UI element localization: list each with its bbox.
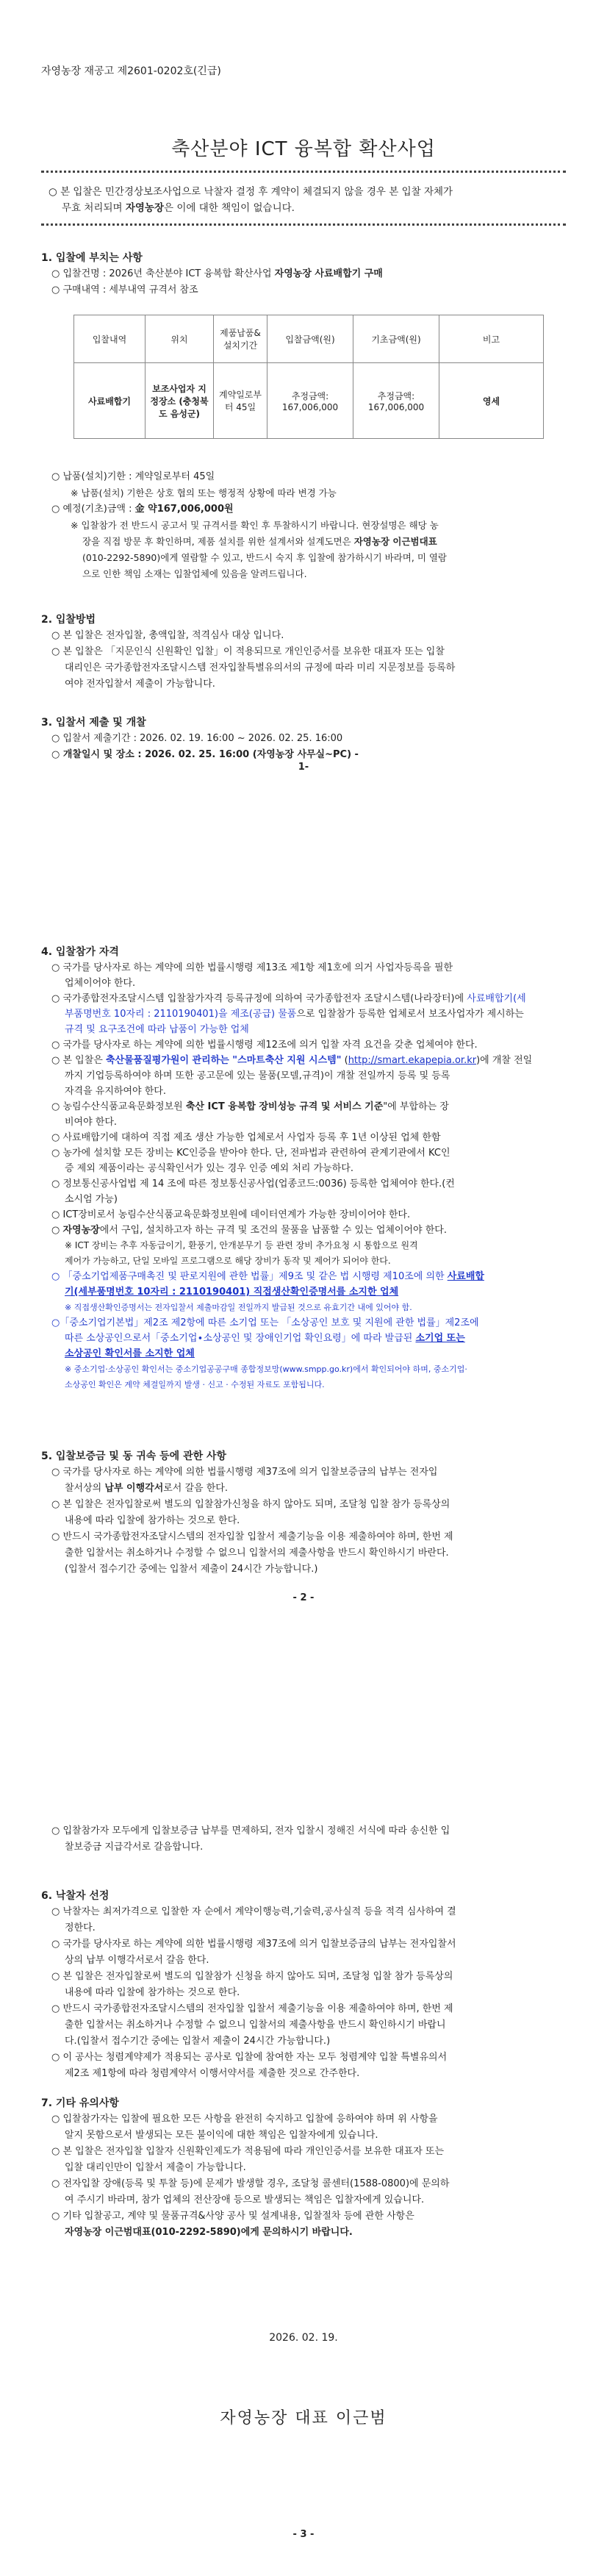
table-header-row (74, 315, 544, 363)
signature: 자영농장 대표 이근범 (220, 2409, 387, 2427)
text: 찰서상의 (65, 1483, 105, 1494)
text: ○ (51, 1225, 63, 1236)
text-line: 내용에 따라 입찰에 참가하는 것으로 한다. (65, 1987, 240, 1998)
table-cell: 보조사업자 지정장소 (충청북도 음성군) (146, 363, 214, 439)
text-line: 업체이어야 한다. (65, 978, 136, 989)
table-row (74, 363, 544, 439)
table-header: 입찰내역 (74, 315, 146, 363)
table-cell: 추정금액: 167,006,000 (353, 363, 439, 439)
text-line: ○「중소기업기본법」제2조 제2항에 따른 소기업 또는 「소상공인 보호 및 지원에 관한 법률」제2조에 (51, 1317, 479, 1328)
table-cell: 영세 (439, 363, 544, 439)
text-line (51, 991, 566, 1006)
section-7-heading: 7. 기타 유의사항 (41, 2097, 119, 2109)
divider-top (41, 171, 566, 173)
text-line: 자영농장 이근범대표(010-2292-5890)에게 문의하시기 바랍니다. (65, 2227, 353, 2238)
system-name: 축산물품질평가원이 관리하는 "스마트축산 지원 시스템" (105, 1055, 342, 1066)
text-line (51, 1269, 566, 1284)
text-line: 자격을 유지하여야 한다. (65, 1086, 166, 1097)
text-line (51, 1223, 566, 1238)
text-line: 증 제외 제품이라는 공식확인서가 있는 경우 인증 예외 처리 가능하다. (65, 1163, 353, 1174)
text-line: ○ 입찰서 제출기간 : 2026. 02. 19. 16:00 ~ 2026. 02. 25. 16:00 (51, 733, 343, 744)
text: ○ 국가종합전자조달시스템 입찰참가자격 등록규정에 의하여 국가종합전자 조달시스템(나라장터)에 (51, 993, 467, 1004)
section-6-heading: 6. 낙찰자 선정 (41, 1890, 109, 1902)
text-line: 제2조 제1항에 따라 청렴계약서 이행서약서를 제출한 것으로 간주한다. (65, 2068, 360, 2079)
section-6-body (51, 1904, 566, 2082)
section-4-body (51, 960, 566, 1392)
notice-text: 은 이에 대한 책임이 없습니다. (164, 202, 295, 214)
budget-label: ○ 예정(기초)금액 : (51, 504, 135, 515)
section-5-continued (51, 1823, 566, 1856)
text-line: 알지 못함으로서 발생되는 모든 불이익에 대한 책임은 입찰자에게 있습니다. (65, 2130, 378, 2141)
note-line: 으로 인한 책임 소재는 입찰업체에 있음을 알려드립니다. (82, 568, 307, 579)
text-line: ○ 사료배합기에 대하여 직접 제조 생산 가능한 업체로서 사업자 등록 후 1년 이상된 업체 한함 (51, 1132, 441, 1143)
text: )에 개찰 전일 (476, 1055, 533, 1066)
text: ○ 농림수산식품교육문화정보원 (51, 1101, 186, 1112)
text-line: ○ 기타 입찰공고, 계약 및 물품규격&사양 공사 및 설계내용, 입찰절차 등에 관한 사항은 (51, 2211, 414, 2222)
section-2-body (51, 628, 566, 693)
text: ○ 본 입찰은 (51, 1055, 106, 1066)
table-header: 비고 (439, 315, 544, 363)
section-7-body (51, 2111, 566, 2241)
text-line: ○ 국가를 당사자로 하는 계약에 의한 법률시행령 제13조 제1항 제1호에 의거 사업자등록을 필한 (51, 962, 453, 973)
table-header: 기초금액(원) (353, 315, 439, 363)
notice-line (49, 200, 563, 216)
text-line: 여야 전자입찰서 제출이 가능합니다. (65, 679, 215, 690)
text-line: 소시엄 가능) (65, 1194, 118, 1205)
text: 으로 입찰참가 등록한 업체로서 보조사업자가 제시하는 (296, 1009, 524, 1020)
text-line (51, 1481, 566, 1497)
table-cell: 사료배합기 (74, 363, 146, 439)
requirement: 사료배합 (447, 1271, 484, 1282)
page-number-3: - 3 - (292, 2529, 315, 2540)
text-line: 찰보증금 지급각서로 갈음합니다. (65, 1842, 204, 1853)
farm-name: 자영농장 (62, 1225, 100, 1236)
section-1-heading: 1. 입찰에 부치는 사항 (41, 252, 143, 264)
text-line: 내용에 따라 입찰에 참가하는 것으로 한다. (65, 1515, 240, 1526)
text-line: ○ 개찰일시 및 장소 : 2026. 02. 25. 16:00 (자영농장 사무실~PC) - (51, 749, 359, 760)
text-line: 대리인은 국가종합전자조달시스템 전자입찰특별유의서의 규정에 따라 미리 지문정보를 등록하 (65, 662, 456, 673)
doc-title: 축산분야 ICT 융복합 확산사업 (171, 138, 436, 160)
text-line: ※ 중소기업‧소상공인 확인서는 중소기업공공구매 종합정보망(www.smpp.go.kr)에서 확인되어야 하며, 중소기업‧ (65, 1364, 467, 1374)
page-number-1: 1- (298, 762, 309, 773)
system-link[interactable]: http://smart.ekapepia.or.kr (348, 1055, 477, 1066)
table-cell: 계약일로부터 45일 (214, 363, 267, 439)
text-line: ○ 국가를 당사자로 하는 계약에 의한 법률시행령 제37조에 의거 입찰보증금의 납부는 전자입 (51, 1467, 438, 1478)
notice-text: 무효 처리되며 (62, 202, 126, 214)
section-5-body (51, 1464, 566, 1578)
text-line: ○ 이 공사는 청렴계약제가 적용되는 공사로 입찰에 참여한 자는 모두 청렴계약 입찰 특별유의서 (51, 2052, 448, 2063)
text-line: ○ 반드시 국가종합전자조달시스템의 전자입찰 입찰서 제출기능을 이용 제출하여야 하며, 한번 제 (51, 2003, 453, 2014)
text: 로서 갈음 한다. (163, 1483, 228, 1494)
text: ○ 「중소기업제품구매촉진 및 판로지원에 관한 법률」제9조 및 같은 법 시행령 제10조에 의한 (51, 1271, 448, 1282)
text-line: (입찰서 접수기간 중에는 입찰서 제출이 24시간 가능합니다.) (65, 1564, 318, 1575)
text-line: ○ 반드시 국가종합전자조달시스템의 전자입찰 입찰서 제출기능을 이용 제출하여야 하며, 한번 제 (51, 1531, 453, 1542)
text-line: 까지 기업등록하여야 하며 또한 공고문에 있는 물품(모델,규격)이 개찰 전일까지 등록 및 등록 (65, 1070, 450, 1081)
text-line: ○ 본 입찰은 「지문인식 신원확인 입찰」이 적용되므로 개인인증서를 보유한 대표자 또는 입찰 (51, 646, 445, 657)
note-text: 장을 직접 방문 후 확인하며, 제품 설치를 위한 설계서와 설계도면은 (82, 536, 354, 547)
text-line (51, 1006, 566, 1022)
text-line (51, 1331, 566, 1346)
text-line: ○ 전자입찰 장애(등록 및 투찰 등)에 문제가 발생할 경우, 조달청 콜센터(1588-0800)에 문의하 (51, 2178, 450, 2189)
page-number-2: - 2 - (292, 1592, 315, 1603)
requirement: 소기업 또는 (415, 1333, 465, 1344)
text-line: ○ 본 입찰은 전자입찰로써 별도의 입찰참가신청을 하지 않아도 되며, 조달청 입찰 참가 등록상의 (51, 1499, 450, 1510)
text-line: ○ 정보통신공사업법 제 14 조에 따른 정보통신공사업(업종코드:0036) 등록한 업체여야 한다.(컨 (51, 1178, 455, 1189)
item-code: 부품명번호 10자리 : 2110190401)을 제조(공급) 물품 (65, 1009, 297, 1020)
bid-spec: ○ 구매내역 : 세부내역 규격서 참조 (51, 285, 198, 296)
note-line: ※ 입찰참가 전 반드시 공고서 및 규격서를 확인 후 투찰하시기 바랍니다. 현장설명은 해당 농 (71, 520, 439, 531)
text-line: 출한 입찰서는 취소하거나 수정할 수 없으니 입찰서의 제출사항을 반드시 확인하시기 바란다. (65, 1548, 449, 1559)
text-line: ○ 농가에 설치할 모든 장비는 KC인증을 받아야 한다. 단, 전파법과 관련하여 관계기관에서 KC인 (51, 1148, 450, 1159)
text-line: ○ 국가를 당사자로 하는 계약에 의한 법률시행령 제12조에 의거 입찰 자격 요건을 갖춘 업체여야 한다. (51, 1040, 478, 1051)
text-line: 출한 입찰서는 취소하거나 수정할 수 없으니 입찰서의 제출사항을 반드시 확인하시기 바랍니 (65, 2019, 446, 2031)
section-3-body (51, 731, 566, 763)
notice-line: ○ 본 입찰은 민간경상보조사업으로 낙찰자 결정 후 계약이 체결되지 않을 경우 본 입찰 자체가 (49, 186, 453, 198)
table-header: 위치 (146, 315, 214, 363)
text-line: 비여야 한다. (65, 1117, 118, 1128)
text-line: ○ 입찰참가자는 입찰에 필요한 모든 사항을 완전히 숙지하고 입찰에 응하여야 하며 위 사항을 (51, 2114, 438, 2125)
item-code: 사료배합기(세 (467, 993, 526, 1004)
text-line (51, 1053, 566, 1068)
text-line: ○ ICT장비로서 농림수산식품교육문화정보원에 데이터연계가 가능한 장비이어야 한다. (51, 1209, 411, 1220)
budget-value: 金 약167,006,000원 (134, 504, 234, 515)
section-2-heading: 2. 입찰방법 (41, 614, 96, 626)
text-line: ※ 직접생산확인증명서는 전자입찰서 제출마감일 전일까지 발급된 것으로 유효기간 내에 있어야 함. (65, 1303, 412, 1312)
budget (51, 501, 566, 518)
delivery-period: ○ 납품(설치)기한 : 계약일로부터 45일 (51, 471, 215, 482)
note-line: (010-2292-5890)에게 열람할 수 있고, 반드시 숙지 후 입찰에 참가하시기 바라며, 미 열람 (82, 552, 448, 563)
text-line: 소상공인 확인서를 소지한 업체 (65, 1348, 195, 1359)
text: 따른 소상공인으로서「중소기업∙소상공인 및 장애인기업 확인요령」에 따라 발급된 (65, 1333, 416, 1344)
text: 에서 구입, 설치하고자 하는 규격 및 조건의 물품을 납품할 수 있는 업체이어야 한다. (99, 1225, 447, 1236)
bid-name-value: 자영농장 사료배합기 구매 (274, 268, 383, 279)
divider-bottom (41, 223, 566, 226)
section-3-heading: 3. 입찰서 제출 및 개찰 (41, 717, 146, 729)
text-line: ○ 낙찰자는 최저가격으로 입찰한 자 순에서 계약이행능력,기술력,공사실적 등을 적격 심사하여 결 (51, 1906, 456, 1917)
text-line: ○ 본 입찰은 전자입찰 입찰자 신원확인제도가 적용됨에 따라 개인인증서를 보유한 대표자 또는 (51, 2146, 445, 2157)
text-line: ○ 본 입찰은 전자입찰, 총액입찰, 적격심사 대상 입니다. (51, 630, 284, 641)
standard-name: 축산 ICT 융복합 장비성능 규격 및 서비스 기준 (185, 1101, 384, 1112)
notice-farm-name: 자영농장 (125, 202, 165, 214)
keyword: 납부 이행각서 (104, 1483, 164, 1494)
text-line: 다.(입찰서 접수기간 중에는 입찰서 제출이 24시간 가능합니다.) (65, 2036, 331, 2047)
text-line: 입찰 대리인만이 입찰서 제출이 가능합니다. (65, 2162, 246, 2173)
text-line: 규격 및 요구조건에 따라 납품이 가능한 업체 (65, 1024, 249, 1035)
bid-name-label: ○ 입찰건명 : 2026년 축산분야 ICT 융복합 확산사업 (51, 268, 275, 279)
text-line: ○ 본 입찰은 전자입찰로써 별도의 입찰참가 신청을 하지 않아도 되며, 조달청 입찰 참가 등록상의 (51, 1971, 453, 1982)
text-line: 여 주시기 바라며, 참가 업체의 전산장애 등으로 발생되는 책임은 입찰자에게 있습니다. (65, 2194, 425, 2205)
text-line: 제어가 가능하고, 단일 모바일 프로그램으로 해당 장비가 동작 및 제어가 되어야 한다. (65, 1256, 391, 1266)
contact-name: 자영농장 이근범대표 (353, 536, 437, 547)
text: ( (341, 1055, 348, 1066)
text: "에 부합하는 장 (383, 1101, 449, 1112)
note-line (71, 534, 563, 550)
doc-number: 자영농장 재공고 제2601-0202호(긴급) (41, 65, 221, 77)
bid-name (51, 266, 566, 282)
delivery-note: ※ 납품(설치) 기한은 상호 협의 또는 행정적 상황에 따라 변경 가능 (71, 487, 337, 498)
issue-date: 2026. 02. 19. (269, 2332, 338, 2344)
text-line: ※ ICT 장비는 추후 자동급이기, 환풍기, 안개분무기 등 관련 장비 추가요청 시 통합으로 원격 (65, 1240, 418, 1251)
section-4-heading: 4. 입찰참가 자격 (41, 946, 119, 958)
text-line (51, 1099, 566, 1115)
table-header: 입찰금액(원) (267, 315, 353, 363)
section-5-heading: 5. 입찰보증금 및 동 귀속 등에 관한 사항 (41, 1450, 227, 1462)
text-line: 기(세부품명번호 10자리 : 2110190401) 직접생산확인증명서를 소지한 업체 (65, 1287, 399, 1298)
text-line: ○ 국가를 당사자로 하는 계약에 의한 법률시행령 제37조에 의거 입찰보증금의 납부는 전자입찰서 (51, 1939, 456, 1950)
table-header: 제품납품&설치기간 (214, 315, 267, 363)
text-line: ○ 입찰참가자 모두에게 입찰보증금 납부를 면제하되, 전자 입찰시 정해진 서식에 따라 송신한 입 (51, 1825, 450, 1836)
text-line: 상의 납부 이행각서로서 갈음 한다. (65, 1955, 209, 1966)
text-line: 소상공인 확인은 계약 체결일까지 발생 ‧ 신고 ‧ 수정된 자료도 포함됩니다. (65, 1380, 325, 1389)
bid-table (73, 315, 544, 439)
text-line: 정한다. (65, 1922, 96, 1933)
bid-note (71, 518, 563, 582)
table-cell: 추정금액: 167,006,000 (267, 363, 353, 439)
notice-block (49, 184, 563, 216)
